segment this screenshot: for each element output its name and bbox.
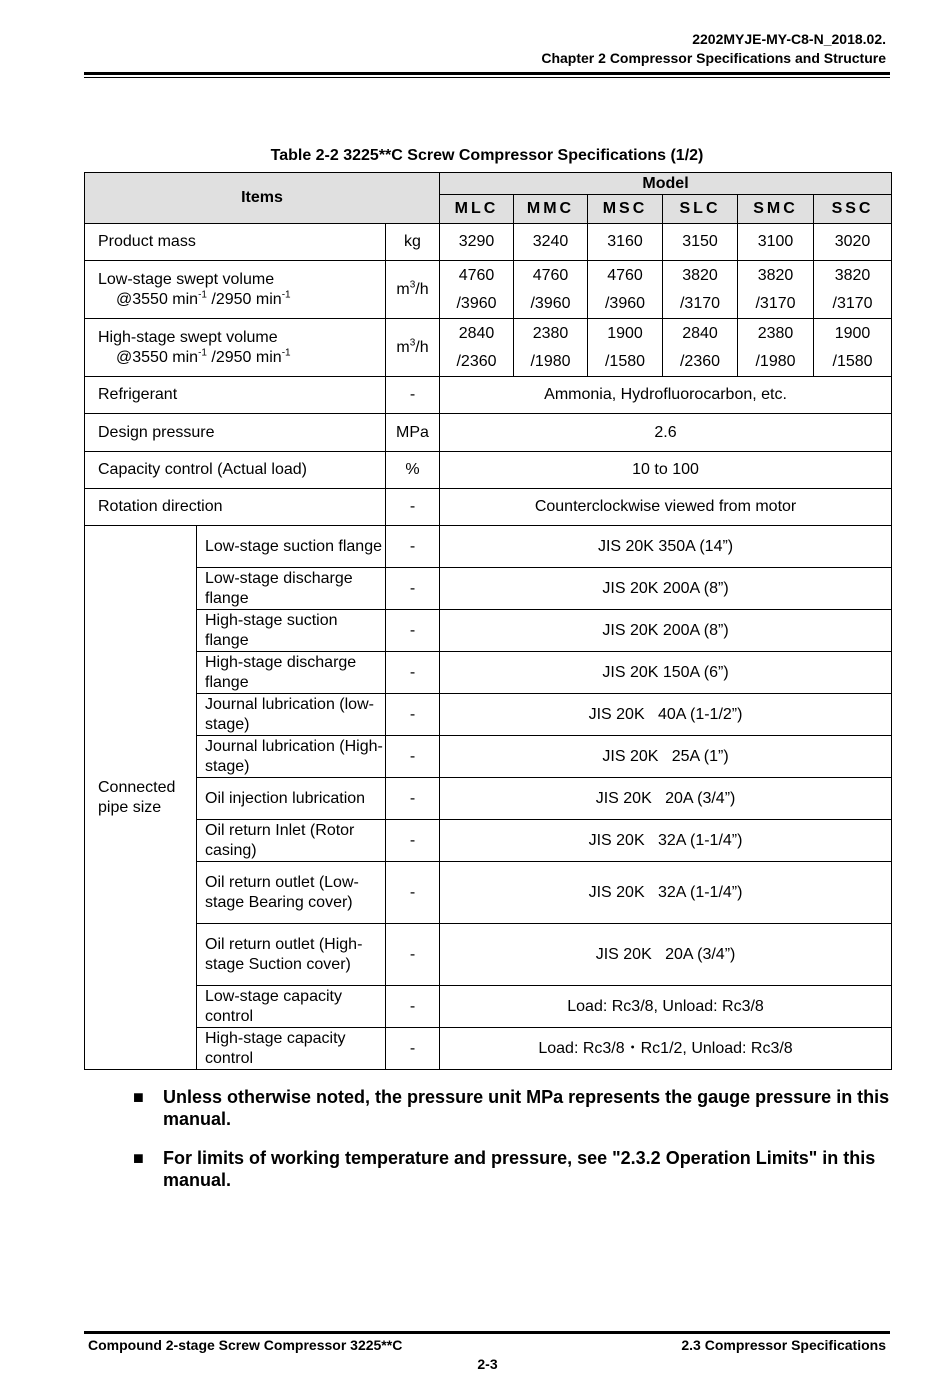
row-label: Low-stage swept volume @3550 $\min^{-1} /2950$ $\min^{-1}$ — [85, 261, 386, 319]
value-cell: 3100 — [738, 224, 814, 261]
row-label: Product mass — [85, 224, 386, 261]
bullet-icon: ■ — [133, 1087, 144, 1107]
value-cell: 2.6 — [440, 414, 892, 452]
row-unit: - — [386, 652, 440, 694]
row-unit: % — [386, 452, 440, 489]
footer-right: 2.3 Compressor Specifications — [681, 1337, 886, 1353]
page-number: 2-3 — [477, 1356, 498, 1372]
table-row — [85, 1028, 892, 1070]
value-cell: 3820 /3170 — [663, 261, 738, 319]
row-unit: - — [386, 778, 440, 820]
pipe-sub-label: High-stage suction flange — [197, 610, 386, 652]
table-caption: Table 2-2 3225**C Screw Compressor Specifications (1/2) — [270, 147, 704, 164]
value-cell: 3820 /3170 — [814, 261, 892, 319]
items-header: Items — [85, 173, 440, 224]
spec-table — [84, 172, 892, 1070]
table-row — [85, 778, 892, 820]
value-cell: JIS 20K 20A (3/4”) — [440, 924, 892, 986]
bullet-icon: ■ — [133, 1148, 144, 1168]
value-cell: 10 to 100 — [440, 452, 892, 489]
value-cell: 3820 /3170 — [738, 261, 814, 319]
model-code: MMC — [514, 195, 588, 224]
model-code: SLC — [663, 195, 738, 224]
value-cell: Counterclockwise viewed from motor — [440, 489, 892, 526]
pipe-sub-label: High-stage discharge flange — [197, 652, 386, 694]
model-header: Model — [440, 173, 892, 195]
table-row — [85, 261, 892, 319]
value-cell: JIS 20K 40A (1-1/2”) — [440, 694, 892, 736]
value-cell: Load: Rc3/8, Unload: Rc3/8 — [440, 986, 892, 1028]
row-unit: - — [386, 736, 440, 778]
value-cell: 2840 /2360 — [663, 319, 738, 377]
header-rule — [84, 72, 890, 75]
row-label: Refrigerant — [85, 377, 386, 414]
row-label: Rotation direction — [85, 489, 386, 526]
row-unit: - — [386, 820, 440, 862]
value-cell: 2380 /1980 — [514, 319, 588, 377]
table-row — [85, 319, 892, 377]
value-cell: 4760 /3960 — [588, 261, 663, 319]
model-code: MLC — [440, 195, 514, 224]
table-row — [85, 820, 892, 862]
table-row — [85, 924, 892, 986]
row-unit: - — [386, 526, 440, 568]
row-unit: - — [386, 489, 440, 526]
footer-rule — [84, 1331, 890, 1334]
row-unit: - — [386, 610, 440, 652]
value-cell: 3240 — [514, 224, 588, 261]
value-cell: 3160 — [588, 224, 663, 261]
value-cell: 1900 /1580 — [588, 319, 663, 377]
header-chapter: Chapter 2 Compressor Specifications and Structure — [541, 50, 886, 66]
row-unit: - — [386, 377, 440, 414]
pipe-sub-label: Low-stage capacity control — [197, 986, 386, 1028]
header-rule-thin — [84, 77, 890, 78]
row-unit: $m^3/h$ — [386, 319, 440, 377]
table-row — [85, 489, 892, 526]
value-cell: Ammonia, Hydrofluorocarbon, etc. — [440, 377, 892, 414]
row-unit: - — [386, 568, 440, 610]
header-doc-code: 2202MYJE-MY-C8-N_2018.02. — [692, 31, 886, 47]
pipe-sub-label: High-stage capacity control — [197, 1028, 386, 1070]
footer-left: Compound 2-stage Screw Compressor 3225**C — [88, 1337, 403, 1353]
value-cell: 3020 — [814, 224, 892, 261]
model-code: SMC — [738, 195, 814, 224]
note-text: For limits of working temperature and pressure, see "2.3.2 Operation Limits" in this manual. — [163, 1148, 876, 1190]
row-unit: - — [386, 924, 440, 986]
row-unit: - — [386, 694, 440, 736]
value-cell: JIS 20K 150A (6”) — [440, 652, 892, 694]
model-code: SSC — [814, 195, 892, 224]
pipe-sub-label: Oil injection lubrication — [197, 778, 386, 820]
pipe-sub-label: Oil return outlet (Low-stage Bearing cover) — [197, 862, 386, 924]
table-row — [85, 694, 892, 736]
table-row — [85, 652, 892, 694]
pipe-sub-label: Journal lubrication (High-stage) — [197, 736, 386, 778]
table-row — [85, 377, 892, 414]
table-row — [85, 986, 892, 1028]
table-row — [85, 568, 892, 610]
row-label: High-stage swept volume @3550 $\min^{-1} /2950$ $\min^{-1}$ — [85, 319, 386, 377]
pipe-sub-label: Oil return Inlet (Rotor casing) — [197, 820, 386, 862]
value-cell: JIS 20K 32A (1-1/4”) — [440, 862, 892, 924]
table-row — [85, 610, 892, 652]
table-row — [85, 224, 892, 261]
value-cell: 4760 /3960 — [440, 261, 514, 319]
value-cell: JIS 20K 20A (3/4”) — [440, 778, 892, 820]
table-row — [85, 526, 892, 568]
value-cell: 2840 /2360 — [440, 319, 514, 377]
row-unit: - — [386, 986, 440, 1028]
note-text: Unless otherwise noted, the pressure unit MPa represents the gauge pressure in this manual. — [163, 1087, 890, 1129]
pipe-sub-label: Low-stage discharge flange — [197, 568, 386, 610]
pipe-sub-label: Low-stage suction flange — [197, 526, 386, 568]
value-cell: 3150 — [663, 224, 738, 261]
model-code: MSC — [588, 195, 663, 224]
value-cell: 2380 /1980 — [738, 319, 814, 377]
value-cell: JIS 20K 32A (1-1/4”) — [440, 820, 892, 862]
value-cell: Load: Rc3/8・Rc1/2, Unload: Rc3/8 — [440, 1028, 892, 1070]
value-cell: JIS 20K 350A (14”) — [440, 526, 892, 568]
pipe-sub-label: Oil return outlet (High-stage Suction cover) — [197, 924, 386, 986]
value-cell: 1900 /1580 — [814, 319, 892, 377]
row-label: Design pressure — [85, 414, 386, 452]
value-cell: 4760 /3960 — [514, 261, 588, 319]
row-unit: - — [386, 1028, 440, 1070]
row-unit: kg — [386, 224, 440, 261]
pipe-sub-label: Journal lubrication (low-stage) — [197, 694, 386, 736]
row-unit: $m^3/h$ — [386, 261, 440, 319]
row-unit: - — [386, 862, 440, 924]
value-cell: JIS 20K 200A (8”) — [440, 610, 892, 652]
connected-pipe-size-label: Connected pipe size — [85, 526, 197, 1070]
row-label: Capacity control (Actual load) — [85, 452, 386, 489]
row-unit: MPa — [386, 414, 440, 452]
value-cell: JIS 20K 25A (1”) — [440, 736, 892, 778]
table-row — [85, 862, 892, 924]
value-cell: 3290 — [440, 224, 514, 261]
table-row — [85, 452, 892, 489]
value-cell: JIS 20K 200A (8”) — [440, 568, 892, 610]
table-row — [85, 736, 892, 778]
table-row — [85, 414, 892, 452]
